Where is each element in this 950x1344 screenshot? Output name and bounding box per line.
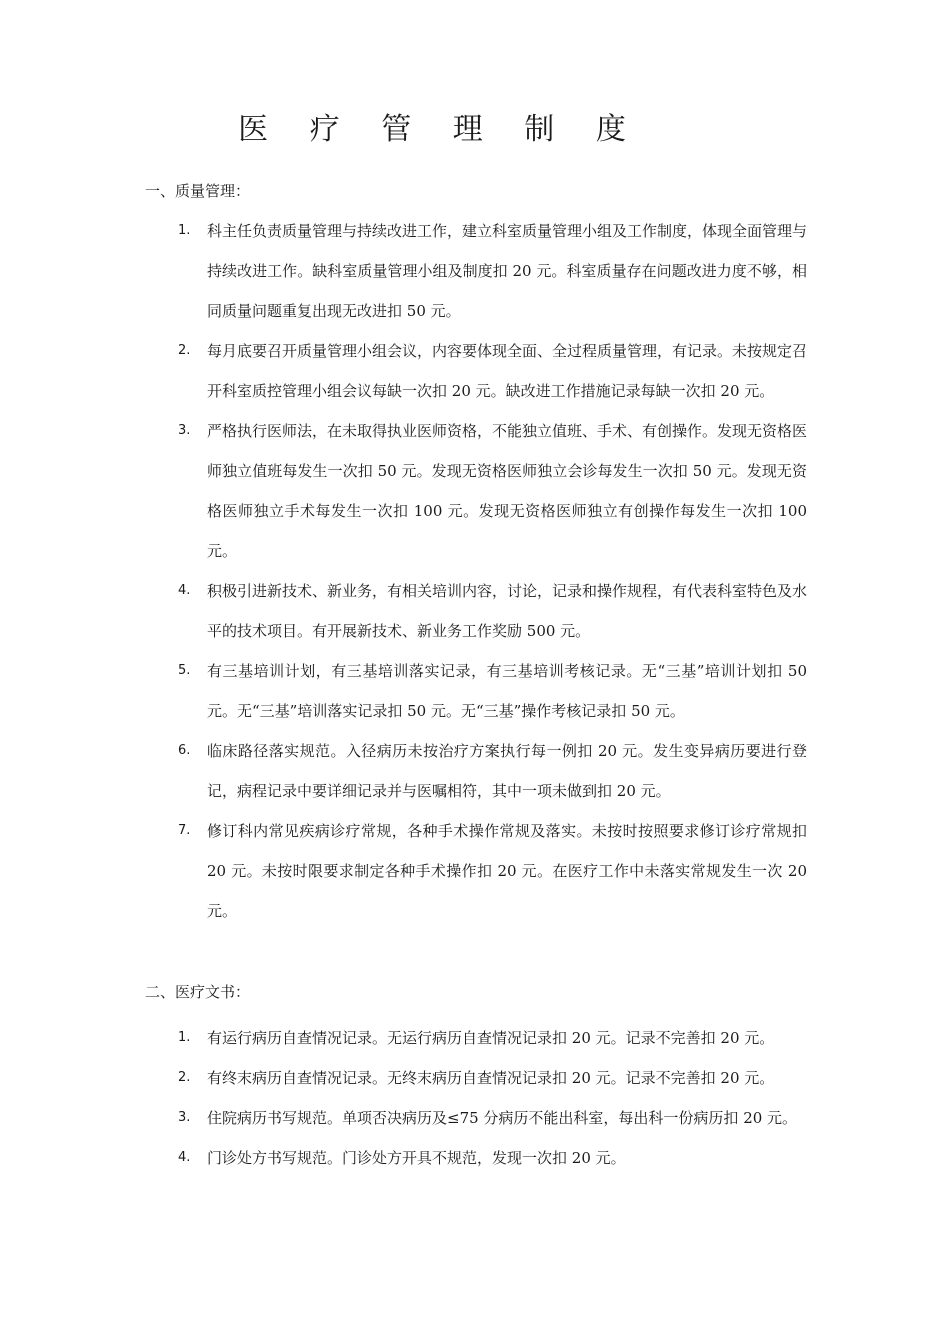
list-item xyxy=(145,571,807,651)
item-number: 2. xyxy=(178,1070,191,1085)
list-item xyxy=(145,211,807,331)
item-text: 积极引进新技术、新业务，有相关培训内容，讨论，记录和操作规程，有代表科室特色及水平的技术项目。有开展新技术、新业务工作奖励 500 元。 xyxy=(207,582,808,640)
item-number: 6. xyxy=(178,743,191,758)
list-item xyxy=(145,811,807,931)
item-text: 严格执行医师法，在未取得执业医师资格，不能独立值班、手术、有创操作。发现无资格医师独立值班每发生一次扣 50 元。发现无资格医师独立会诊每发生一次扣 50 元。发现无资格医师独立手术每发生一次扣 100 元。发现无资格医师独立有创操作每发生一次扣 100 元。 xyxy=(207,422,808,560)
item-text: 临床路径落实规范。入径病历未按治疗方案执行每一例扣 20 元。发生变异病历要进行登记，病程记录中要详细记录并与医嘱相符，其中一项未做到扣 20 元。 xyxy=(207,742,807,800)
item-number: 1. xyxy=(178,223,191,238)
item-text: 门诊处方书写规范。门诊处方开具不规范，发现一次扣 20 元。 xyxy=(207,1149,626,1167)
item-number: 4. xyxy=(178,583,191,598)
list-item xyxy=(145,1138,807,1178)
list-item xyxy=(145,331,807,411)
item-number: 5. xyxy=(178,663,191,678)
item-number: 7. xyxy=(178,823,191,838)
item-text: 有三基培训计划，有三基培训落实记录，有三基培训考核记录。无“三基”培训计划扣 50 元。无“三基”培训落实记录扣 50 元。无“三基”操作考核记录扣 50 元。 xyxy=(207,662,807,720)
section-item-list xyxy=(145,211,845,931)
list-item xyxy=(145,651,807,731)
document-title: 医 疗 管 理 制 度 xyxy=(238,112,642,147)
section-quality-management xyxy=(145,181,845,931)
list-item xyxy=(145,1098,807,1138)
item-number: 1. xyxy=(178,1030,191,1045)
list-item xyxy=(145,1018,807,1058)
item-number: 2. xyxy=(178,343,191,358)
item-text: 每月底要召开质量管理小组会议，内容要体现全面、全过程质量管理，有记录。未按规定召开科室质控管理小组会议每缺一次扣 20 元。缺改进工作措施记录每缺一次扣 20 元。 xyxy=(207,342,808,400)
list-item xyxy=(145,1058,807,1098)
item-text: 修订科内常见疾病诊疗常规，各种手术操作常规及落实。未按时按照要求修订诊疗常规扣 20 元。未按时限要求制定各种手术操作扣 20 元。在医疗工作中未落实常规发生一次 20 元。 xyxy=(207,822,807,920)
list-item xyxy=(145,411,807,571)
item-text: 有终末病历自查情况记录。无终末病历自查情况记录扣 20 元。记录不完善扣 20 元。 xyxy=(207,1069,775,1087)
item-number: 3. xyxy=(178,1110,191,1125)
section-heading: 一、质量管理： xyxy=(145,182,251,200)
item-number: 3. xyxy=(178,423,191,438)
item-text: 住院病历书写规范。单项否决病历及≤75 分病历不能出科室，每出科一份病历扣 20 元。 xyxy=(207,1109,798,1127)
section-medical-documents xyxy=(145,982,845,1178)
section-heading: 二、医疗文书： xyxy=(145,983,251,1001)
item-text: 科主任负责质量管理与持续改进工作，建立科室质量管理小组及工作制度，体现全面管理与持续改进工作。缺科室质量管理小组及制度扣 20 元。科室质量存在问题改进力度不够，相同质量问题重复出现无改进扣 50 元。 xyxy=(207,222,808,320)
section-item-list xyxy=(145,1018,845,1178)
item-number: 4. xyxy=(178,1150,191,1165)
list-item xyxy=(145,731,807,811)
item-text: 有运行病历自查情况记录。无运行病历自查情况记录扣 20 元。记录不完善扣 20 元。 xyxy=(207,1029,775,1047)
